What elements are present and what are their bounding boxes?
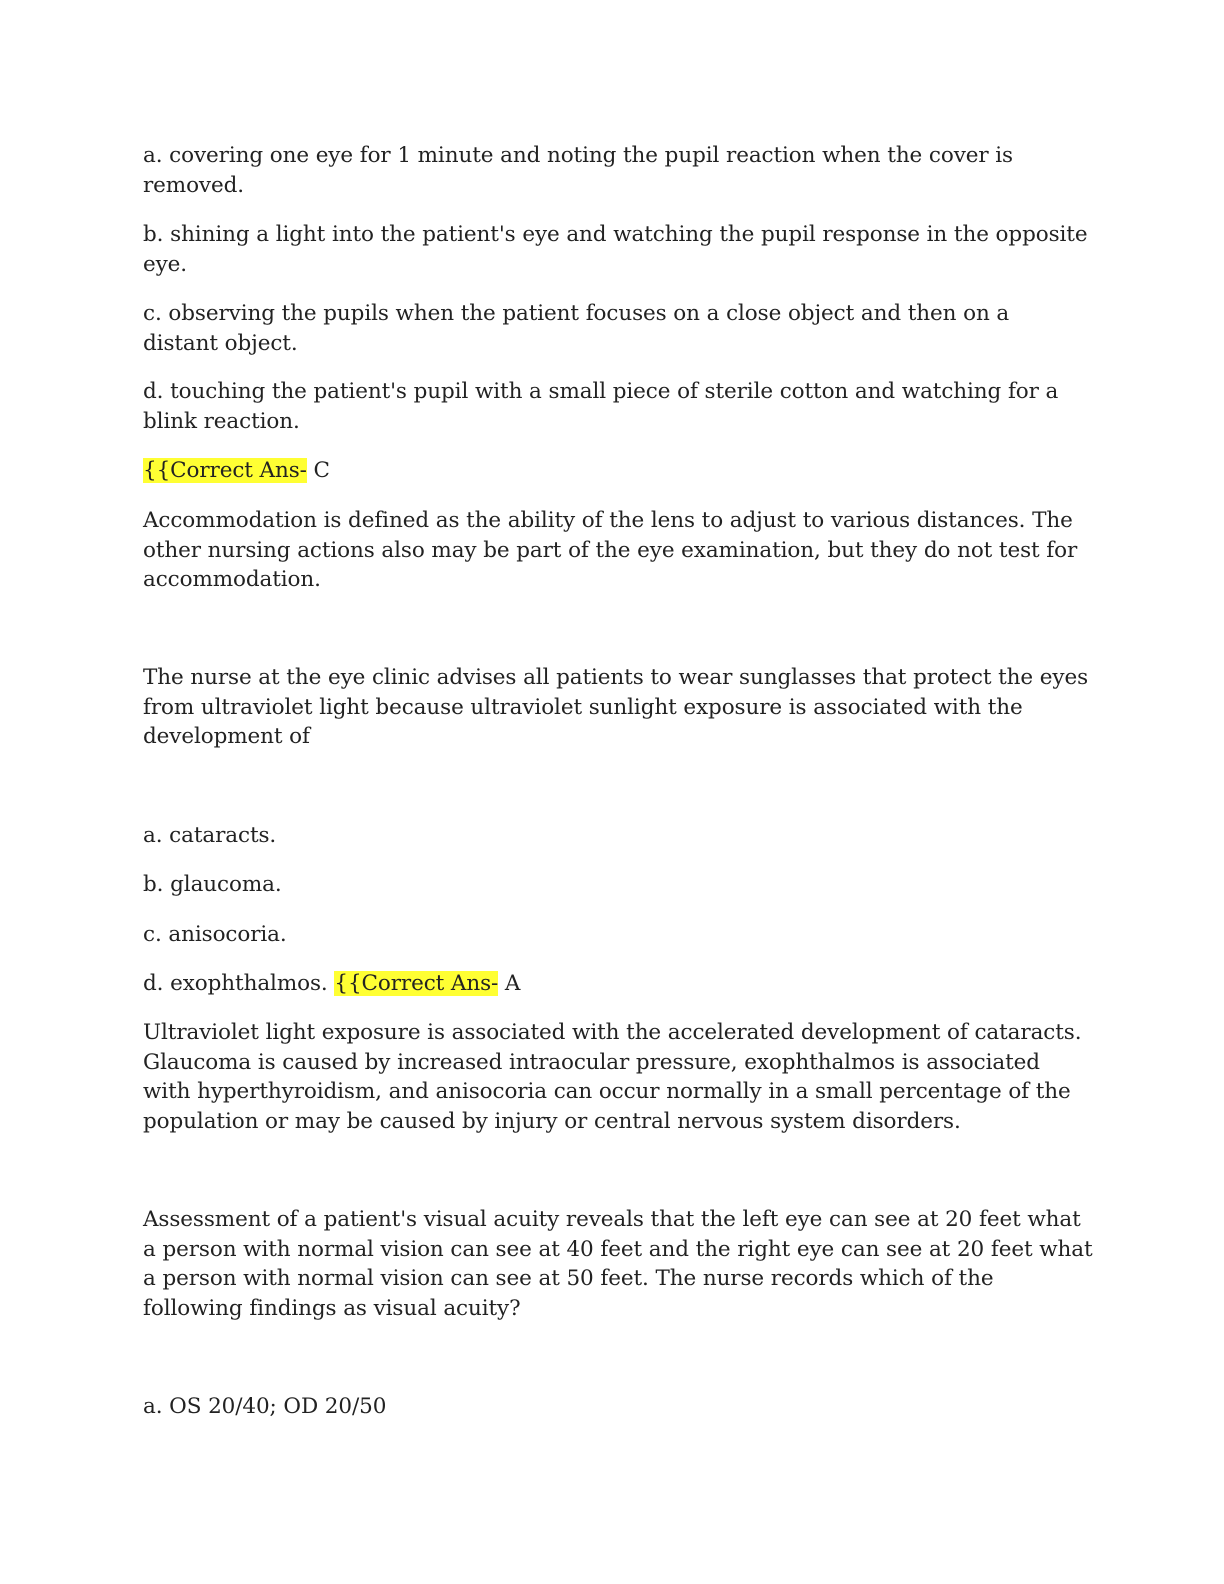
q1-option-b-line-1: b. shining a light into the patient's eye and watching the pupil response in the opposite <box>143 222 1088 247</box>
q1-option-a-line-2: removed. <box>143 172 244 198</box>
q3-question <box>143 1205 1093 1323</box>
q2-option-b-text: b. glaucoma. <box>143 872 282 897</box>
q1-option-d <box>143 377 1083 436</box>
q2-option-c <box>143 920 1083 950</box>
q1-option-d-line-2: blink reaction. <box>143 408 300 434</box>
q2-option-d-text: d. exophthalmos. <box>143 971 335 996</box>
q2-answer-label: {{Correct Ans- <box>334 971 499 996</box>
q2-question-line-2: from ultraviolet light because ultraviolet sunlight exposure is associated with the <box>143 694 1023 720</box>
q3-question-line-2: a person with normal vision can see at 40 feet and the right eye can see at 20 feet what <box>143 1236 1093 1262</box>
q3-question-line-3: a person with normal vision can see at 50 feet. The nurse records which of the <box>143 1266 994 1291</box>
q2-option-a-text: a. cataracts. <box>143 823 277 848</box>
q2-answer-value: A <box>498 971 521 996</box>
q1-option-a <box>143 141 1083 200</box>
q2-rationale-line-2: Glaucoma is caused by increased intraocular pressure, exophthalmos is associated <box>143 1049 1040 1075</box>
q3-question-line-1: Assessment of a patient's visual acuity reveals that the left eye can see at 20 feet what <box>143 1207 1081 1232</box>
q1-option-c <box>143 299 1083 358</box>
q1-rationale-line-1: Accommodation is defined as the ability of the lens to adjust to various distances. The <box>143 508 1073 533</box>
q2-option-a <box>143 821 1083 851</box>
q2-rationale-line-3: with hyperthyroidism, and anisocoria can occur normally in a small percentage of the <box>143 1079 1071 1104</box>
q1-option-a-line-1: a. covering one eye for 1 minute and noting the pupil reaction when the cover is <box>143 143 1013 168</box>
q1-option-d-line-1: d. touching the patient's pupil with a small piece of sterile cotton and watching for a <box>143 379 1059 404</box>
q2-option-c-text: c. anisocoria. <box>143 922 287 947</box>
q2-rationale-line-1: Ultraviolet light exposure is associated with the accelerated development of cataracts. <box>143 1020 1082 1045</box>
q1-answer-value: C <box>306 458 330 483</box>
q1-correct-answer <box>143 456 1083 486</box>
q2-rationale <box>143 1018 1083 1136</box>
q3-option-a <box>143 1392 1083 1422</box>
q1-rationale <box>143 506 1083 595</box>
q1-option-c-line-2: distant object. <box>143 330 298 356</box>
q2-question-line-1: The nurse at the eye clinic advises all patients to wear sunglasses that protect the eyes <box>143 665 1089 690</box>
q1-option-b-line-2: eye. <box>143 251 188 277</box>
q1-answer-label: {{Correct Ans- <box>143 458 307 483</box>
q1-option-c-line-1: c. observing the pupils when the patient focuses on a close object and then on a <box>143 301 1010 326</box>
q1-rationale-line-3: accommodation. <box>143 567 321 592</box>
q3-option-a-text: a. OS 20/40; OD 20/50 <box>143 1394 387 1419</box>
q1-rationale-line-2: other nursing actions also may be part of the eye examination, but they do not test for <box>143 537 1078 563</box>
q2-option-b <box>143 870 1083 900</box>
q2-option-d <box>143 969 1083 999</box>
q3-question-line-4: following findings as visual acuity? <box>143 1295 521 1321</box>
q1-option-b <box>143 220 1088 279</box>
q2-rationale-line-4: population or may be caused by injury or central nervous system disorders. <box>143 1108 961 1134</box>
q2-question-line-3: development of <box>143 724 310 749</box>
q2-question <box>143 663 1089 752</box>
